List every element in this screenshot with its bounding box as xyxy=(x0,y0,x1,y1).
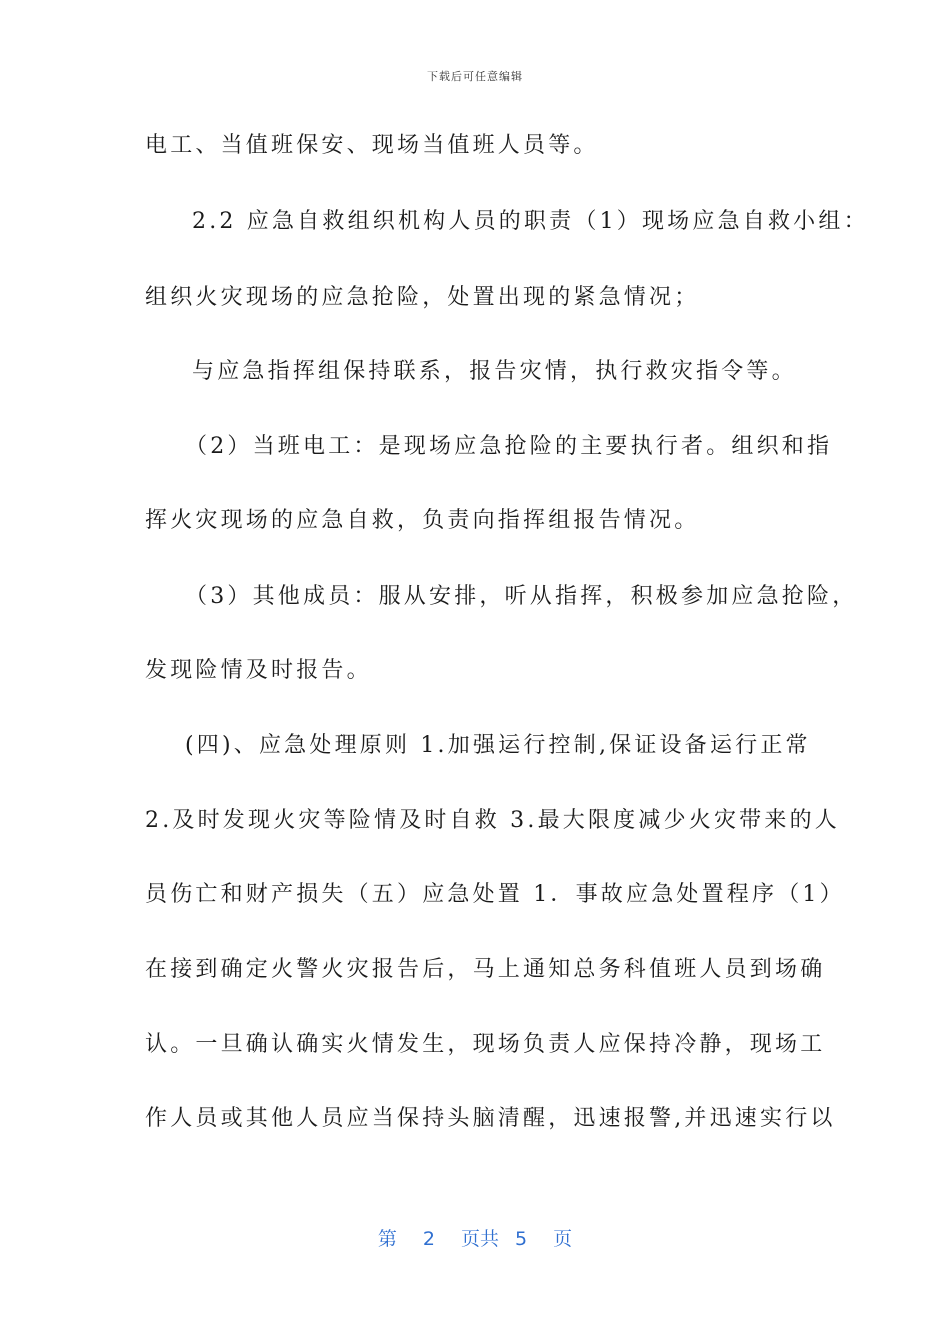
text-line-12: 在接到确定火警火灾报告后，马上通知总务科值班人员到场确 xyxy=(145,957,826,982)
footer-prefix: 第 xyxy=(377,1228,397,1250)
text-line-11: 员伤亡和财产损失（五）应急处置 1．事故应急处置程序（1） xyxy=(145,882,845,907)
text-line-4: 与应急指挥组保持联系，报告灾情，执行救灾指令等。 xyxy=(192,359,797,384)
text-line-7: （3）其他成员：服从安排，听从指挥，积极参加应急抢险， xyxy=(185,584,858,609)
footer-middle: 页共 xyxy=(460,1228,499,1250)
footer-page-number: 2 xyxy=(422,1228,435,1250)
text-line-3: 组织火灾现场的应急抢险，处置出现的紧急情况； xyxy=(145,285,700,310)
text-line-5: （2）当班电工：是现场应急抢险的主要执行者。组织和指 xyxy=(185,434,833,459)
text-line-10: 2.及时发现火灾等险情及时自救 3.最大限度减少火灾带来的人 xyxy=(145,808,840,833)
text-line-9: (四)、应急处理原则 1.加强运行控制,保证设备运行正常 xyxy=(185,733,811,758)
footer-total-pages: 5 xyxy=(515,1228,528,1250)
footer-suffix: 页 xyxy=(553,1228,573,1250)
header-note: 下载后可任意编辑 xyxy=(427,70,523,83)
text-line-6: 挥火灾现场的应急自救，负责向指挥组报告情况。 xyxy=(145,508,700,533)
text-line-1: 电工、当值班保安、现场当值班人员等。 xyxy=(145,133,599,158)
page-footer xyxy=(0,1224,950,1251)
text-line-2: 2.2 应急自救组织机构人员的职责（1）现场应急自救小组： xyxy=(192,209,869,234)
text-line-14: 作人员或其他人员应当保持头脑清醒，迅速报警,并迅速实行以 xyxy=(145,1106,836,1131)
text-line-8: 发现险情及时报告。 xyxy=(145,658,372,683)
text-line-13: 认。一旦确认确实火情发生，现场负责人应保持冷静，现场工 xyxy=(145,1032,826,1057)
